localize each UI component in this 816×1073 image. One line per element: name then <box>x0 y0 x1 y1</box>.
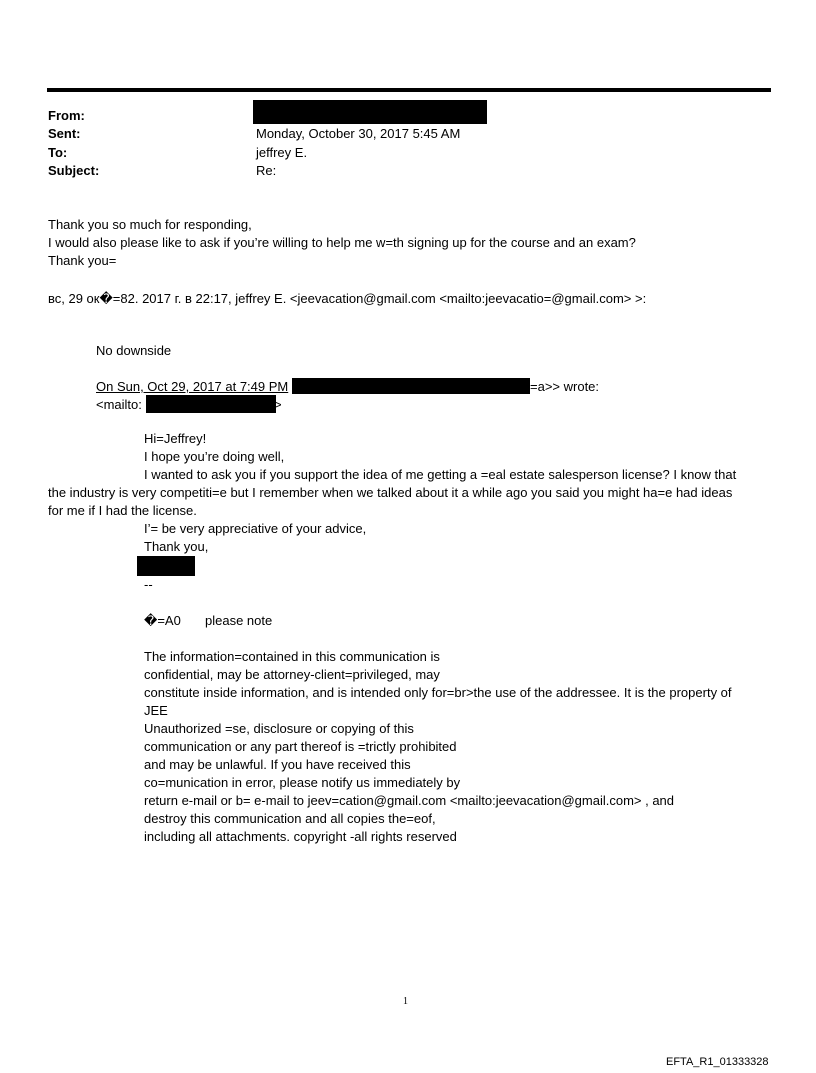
disclaimer-line: The information=contained in this communication is <box>144 649 440 664</box>
disclaimer-line: JEE <box>144 703 168 718</box>
note-text: please note <box>205 613 273 628</box>
to-value: jeffrey E. <box>256 145 308 160</box>
body-line-1: Thank you so much for responding, <box>48 217 252 232</box>
subject-value: Re: <box>256 163 277 178</box>
inner-thanks: Thank you, <box>144 539 209 554</box>
inner-para-a: I wanted to ask you if you support the idea of me getting a =eal estate salesperson license? I know that <box>144 467 737 482</box>
document-id: EFTA_R1_01333328 <box>666 1056 769 1068</box>
to-label: To: <box>48 145 68 160</box>
disclaimer-line: and may be unlawful. If you have received this <box>144 757 411 772</box>
disclaimer-line: confidential, may be attorney-client=privileged, may <box>144 667 440 682</box>
inner-dashes: -- <box>144 577 153 592</box>
quote-intro: вс, 29 ок�=82. 2017 г. в 22:17, jeffrey E. <jeevacation@gmail.com <mailto:jeevacatio=@gmail.com> >: <box>48 291 647 306</box>
mailto-redaction <box>146 395 276 413</box>
disclaimer-line: co=munication in error, please notify us immediately by <box>144 775 461 790</box>
from-redaction <box>253 100 487 124</box>
body-line-3: Thank you= <box>48 253 117 268</box>
disclaimer-line: return e-mail or b= e-mail to jeev=cation@gmail.com <mailto:jeevacation@gmail.com> , and <box>144 793 675 808</box>
note-prefix: �=A0 <box>144 613 181 628</box>
disclaimer-line: constitute inside information, and is intended only for=br>the use of the addressee. It is the property of <box>144 685 732 700</box>
signature-redaction <box>137 556 195 576</box>
from-label: From: <box>48 108 85 123</box>
inner-hope: I hope you’re doing well, <box>144 449 285 464</box>
on-sun-suffix: =a>> wrote: <box>530 379 600 394</box>
sender-redaction <box>292 378 530 394</box>
body-line-2: I would also please like to ask if you’re willing to help me w=th signing up for the course and an exam? <box>48 235 636 250</box>
sent-value: Monday, October 30, 2017 5:45 AM <box>256 126 461 141</box>
page-number: 1 <box>403 996 408 1007</box>
header-rule <box>47 88 771 92</box>
disclaimer-line: including all attachments. copyright -all rights reserved <box>144 829 457 844</box>
disclaimer-line: destroy this communication and all copies the=eof, <box>144 811 436 826</box>
inner-greeting: Hi=Jeffrey! <box>144 431 207 446</box>
subject-label: Subject: <box>48 163 100 178</box>
inner-para-b: the industry is very competiti=e but I remember when we talked about it a while ago you said you might ha=e had ideas <box>48 485 733 500</box>
sent-label: Sent: <box>48 126 81 141</box>
on-sun-prefix: On Sun, Oct 29, 2017 at 7:49 PM <box>96 379 289 394</box>
mailto-prefix: <mailto: <box>96 397 142 412</box>
disclaimer-line: Unauthorized =se, disclosure or copying of this <box>144 721 414 736</box>
inner-para-c: for me if I had the license. <box>48 503 197 518</box>
inner-appreciate: I’= be very appreciative of your advice, <box>144 521 367 536</box>
reply-text: No downside <box>96 343 172 358</box>
mailto-suffix: > <box>274 397 282 412</box>
disclaimer-line: communication or any part thereof is =trictly prohibited <box>144 739 457 754</box>
